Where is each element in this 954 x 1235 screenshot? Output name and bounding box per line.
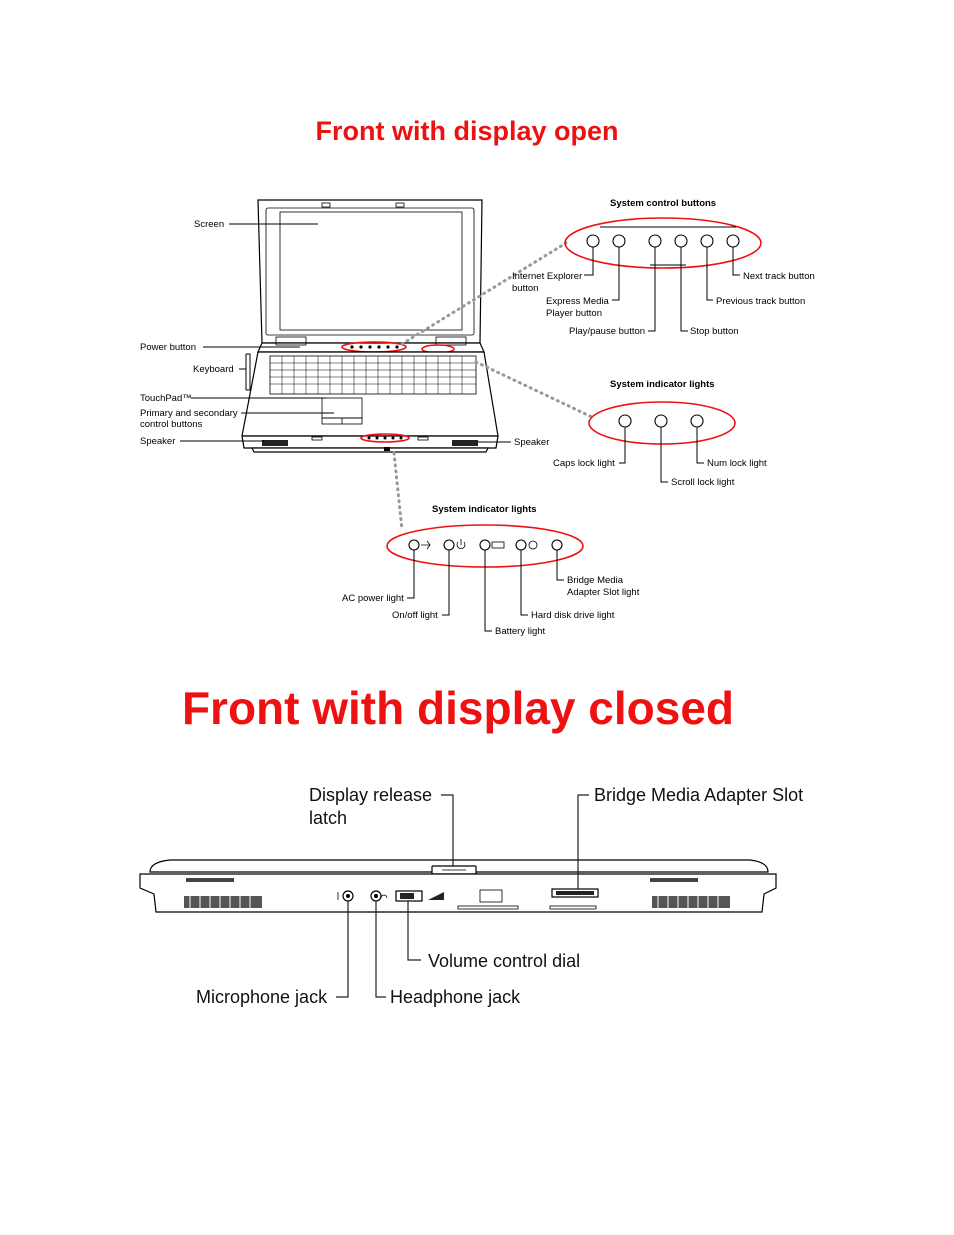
label-scroll-lock: Scroll lock light: [671, 477, 735, 488]
battery-light-icon: [480, 540, 490, 550]
label-power-button: Power button: [140, 342, 196, 353]
title-display-open: Front with display open: [315, 116, 619, 146]
bridge-media-light-icon: [552, 540, 562, 550]
heading-system-control-buttons: System control buttons: [610, 198, 717, 209]
label-on-off: On/off light: [392, 610, 438, 621]
label-caps-lock: Caps lock light: [553, 458, 615, 469]
label-microphone-jack: Microphone jack: [196, 987, 328, 1007]
caps-lock-light-icon: [619, 415, 631, 427]
front-indicator-icons: [409, 539, 562, 550]
label-screen: Screen: [194, 219, 225, 230]
heading-keyboard-indicator-lights: System indicator lights: [610, 379, 715, 390]
internet-explorer-button-icon: [587, 235, 599, 247]
label-volume-dial: Volume control dial: [428, 951, 581, 971]
next-track-button-icon: [727, 235, 739, 247]
laptop-closed-illustration: [140, 860, 776, 912]
label-keyboard: Keyboard: [193, 364, 234, 375]
label-bridge-media-1: Bridge Media: [567, 575, 623, 586]
label-express-media-1: Express Media: [546, 296, 609, 307]
label-previous-track: Previous track button: [716, 296, 806, 307]
label-internet-explorer-2: button: [512, 283, 539, 294]
label-bridge-media-slot: Bridge Media Adapter Slot: [594, 785, 804, 805]
label-battery: Battery light: [495, 626, 546, 637]
label-headphone-jack: Headphone jack: [390, 987, 521, 1007]
laptop-open-illustration: [242, 200, 498, 452]
hard-disk-light-icon: [516, 540, 526, 550]
title-display-closed: Front with display closed: [181, 682, 735, 734]
label-express-media-2: Player button: [546, 308, 602, 319]
label-speaker-left: Speaker: [140, 436, 176, 447]
on-off-light-icon: [444, 540, 454, 550]
label-play-pause: Play/pause button: [569, 326, 646, 337]
play-pause-button-icon: [649, 235, 661, 247]
num-lock-light-icon: [691, 415, 703, 427]
label-primary-secondary-1: Primary and secondary: [140, 408, 238, 419]
system-control-button-row: [587, 235, 739, 247]
label-stop: Stop button: [690, 326, 739, 337]
label-ac-power: AC power light: [342, 593, 404, 604]
stop-button-icon: [675, 235, 687, 247]
label-num-lock: Num lock light: [707, 458, 767, 469]
label-internet-explorer-1: Internet Explorer: [512, 271, 583, 282]
label-next-track: Next track button: [743, 271, 815, 282]
label-bridge-media-2: Adapter Slot light: [567, 587, 640, 598]
label-hard-disk: Hard disk drive light: [531, 610, 615, 621]
express-media-button-icon: [613, 235, 625, 247]
label-speaker-right: Speaker: [514, 437, 550, 448]
label-display-release-1: Display release: [309, 785, 433, 805]
ac-power-light-icon: [409, 540, 419, 550]
heading-front-indicator-lights: System indicator lights: [432, 504, 537, 515]
scroll-lock-light-icon: [655, 415, 667, 427]
label-touchpad: TouchPad™: [140, 393, 192, 404]
label-primary-secondary-2: control buttons: [140, 419, 203, 430]
previous-track-button-icon: [701, 235, 713, 247]
label-display-release-2: latch: [309, 808, 348, 828]
